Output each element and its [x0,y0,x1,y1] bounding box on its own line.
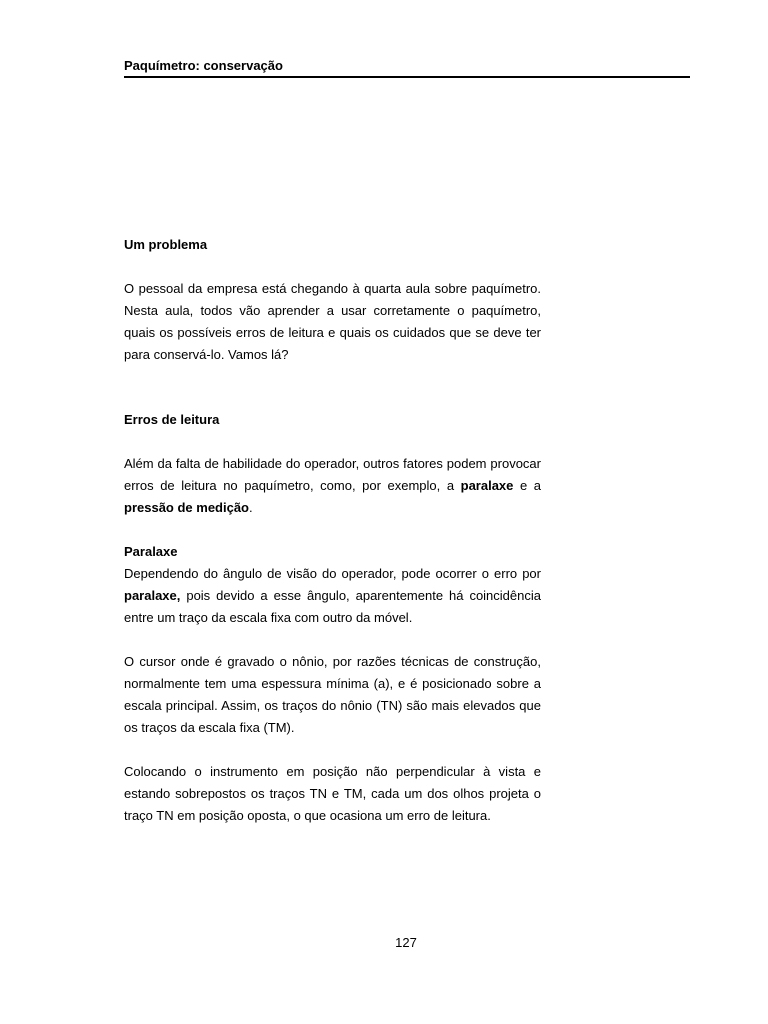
section-heading-problem: Um problema [124,237,208,252]
section-errors [124,409,541,519]
page-header [124,58,690,78]
section-parallax [124,541,541,827]
bold-term-paralaxe: paralaxe [460,478,514,493]
bold-term-paralaxe-2: paralaxe, [124,588,181,603]
errors-text-before: Além da falta de habilidade do operador, outros fatores podem provocar erros de leitura no paquímetro, como, por exemplo, a [124,456,541,493]
bold-term-pressao: pressão de medição [124,500,249,515]
parallax-p1-after: pois devido a esse ângulo, aparentemente há coincidência entre um traço da escala fixa com outro da móvel. [124,588,541,625]
parallax-p1-before: Dependendo do ângulo de visão do operador, pode ocorrer o erro por [124,566,541,581]
parallax-paragraph-1 [124,563,541,629]
section-problem [124,234,541,366]
problem-paragraph: O pessoal da empresa está chegando à quarta aula sobre paquímetro. Nesta aula, todos vão aprender a usar corretamente o paquímetro, quais os possíveis erros de leitura e quais os cuidados que se deve ter para conservá-lo. Vamos lá? [124,281,541,362]
errors-text-after: . [249,500,253,515]
parallax-paragraph-3: Colocando o instrumento em posição não perpendicular à vista e estando sobrepostos os traços TN e TM, cada um dos olhos projeta o traço TN em posição oposta, o que ocasiona um erro de leitura. [124,764,541,823]
section-heading-errors: Erros de leitura [124,412,220,427]
parallax-paragraph-2: O cursor onde é gravado o nônio, por razões técnicas de construção, normalmente tem uma espessura mínima (a), e é posicionado sobre a escala principal. Assim, os traços do nônio (TN) são mais elevados que os traços da escala fixa (TM). [124,654,541,735]
errors-paragraph [124,453,541,519]
section-heading-parallax: Paralaxe [124,544,178,559]
errors-text-mid: e a [513,478,541,493]
page-number: 127 [395,935,417,950]
header-title: Paquímetro: conservação [124,58,283,73]
